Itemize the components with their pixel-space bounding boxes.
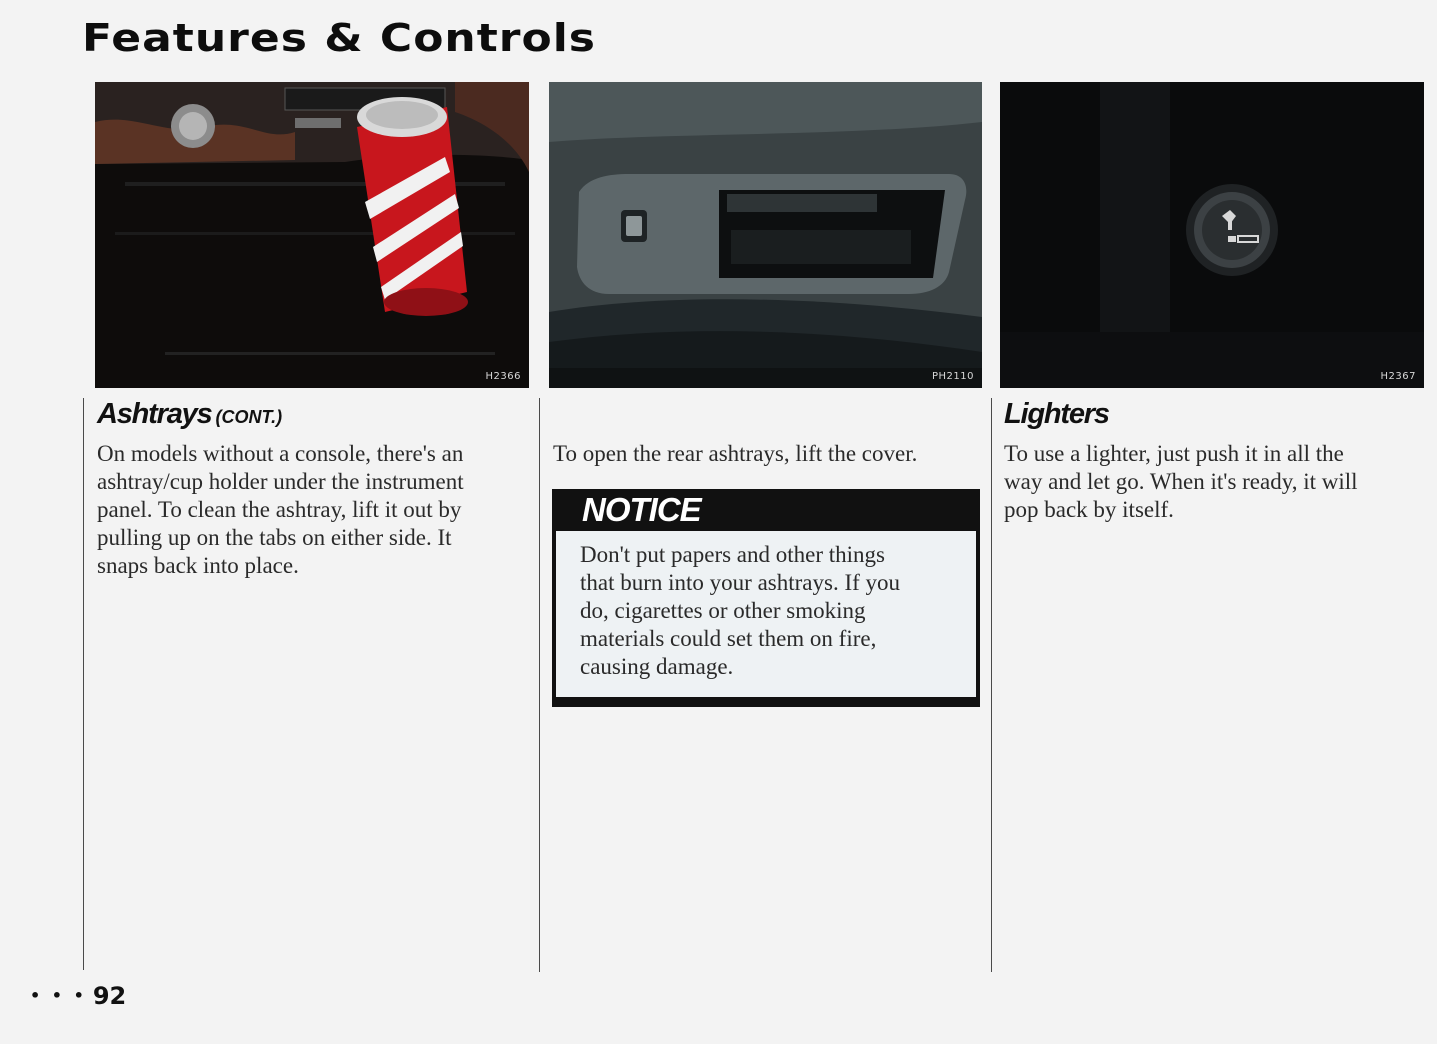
column-rule — [539, 398, 540, 972]
text-line: panel. To clean the ashtray, lift it out by — [97, 497, 462, 522]
text-line: materials could set them on fire, — [580, 626, 877, 651]
rear-ashtray-image — [549, 82, 982, 388]
text-line: ashtray/cup holder under the instrument — [97, 469, 464, 494]
lighters-body — [1004, 440, 1424, 524]
cup-holder-image — [95, 82, 529, 388]
notice-title: NOTICE — [582, 491, 701, 528]
page-number-value: 92 — [92, 982, 127, 1010]
text-line: snaps back into place. — [97, 553, 299, 578]
photo-code: PH2110 — [932, 371, 974, 382]
text-line: pop back by itself. — [1004, 497, 1174, 522]
text-line: Don't put papers and other things — [580, 542, 886, 567]
rear-ashtrays-body — [553, 440, 983, 468]
text-line: On models without a console, there's an — [97, 441, 464, 466]
lighter-photo — [1000, 82, 1424, 388]
notice-box — [552, 489, 980, 707]
ashtrays-body — [97, 440, 527, 580]
photo-code: H2367 — [1380, 371, 1416, 382]
text-line: pulling up on the tabs on either side. It — [97, 525, 452, 550]
ashtrays-heading — [97, 398, 282, 431]
text-line: To open the rear ashtrays, lift the cover. — [553, 441, 918, 466]
page-title: Features & Controls — [82, 16, 596, 61]
lighter-image — [1000, 82, 1424, 388]
column-rule — [991, 398, 992, 972]
lighters-heading: Lighters — [1004, 398, 1109, 430]
rear-ashtray-photo — [549, 82, 982, 388]
text-line: way and let go. When it's ready, it will — [1004, 469, 1358, 494]
notice-panel — [556, 531, 976, 697]
ashtray-cup-holder-photo — [95, 82, 529, 388]
text-line: causing damage. — [580, 654, 734, 679]
ashtrays-heading-suffix: (CONT.) — [215, 407, 283, 427]
photo-code: H2366 — [485, 371, 521, 382]
column-rule — [83, 398, 84, 970]
text-line: do, cigarettes or other smoking — [580, 598, 866, 623]
page-number-dots: • • • — [30, 986, 87, 1005]
page-number — [30, 982, 126, 1010]
text-line: To use a lighter, just push it in all the — [1004, 441, 1344, 466]
text-line: that burn into your ashtrays. If you — [580, 570, 901, 595]
ashtrays-heading-text: Ashtrays — [97, 398, 212, 430]
notice-text — [580, 541, 960, 681]
